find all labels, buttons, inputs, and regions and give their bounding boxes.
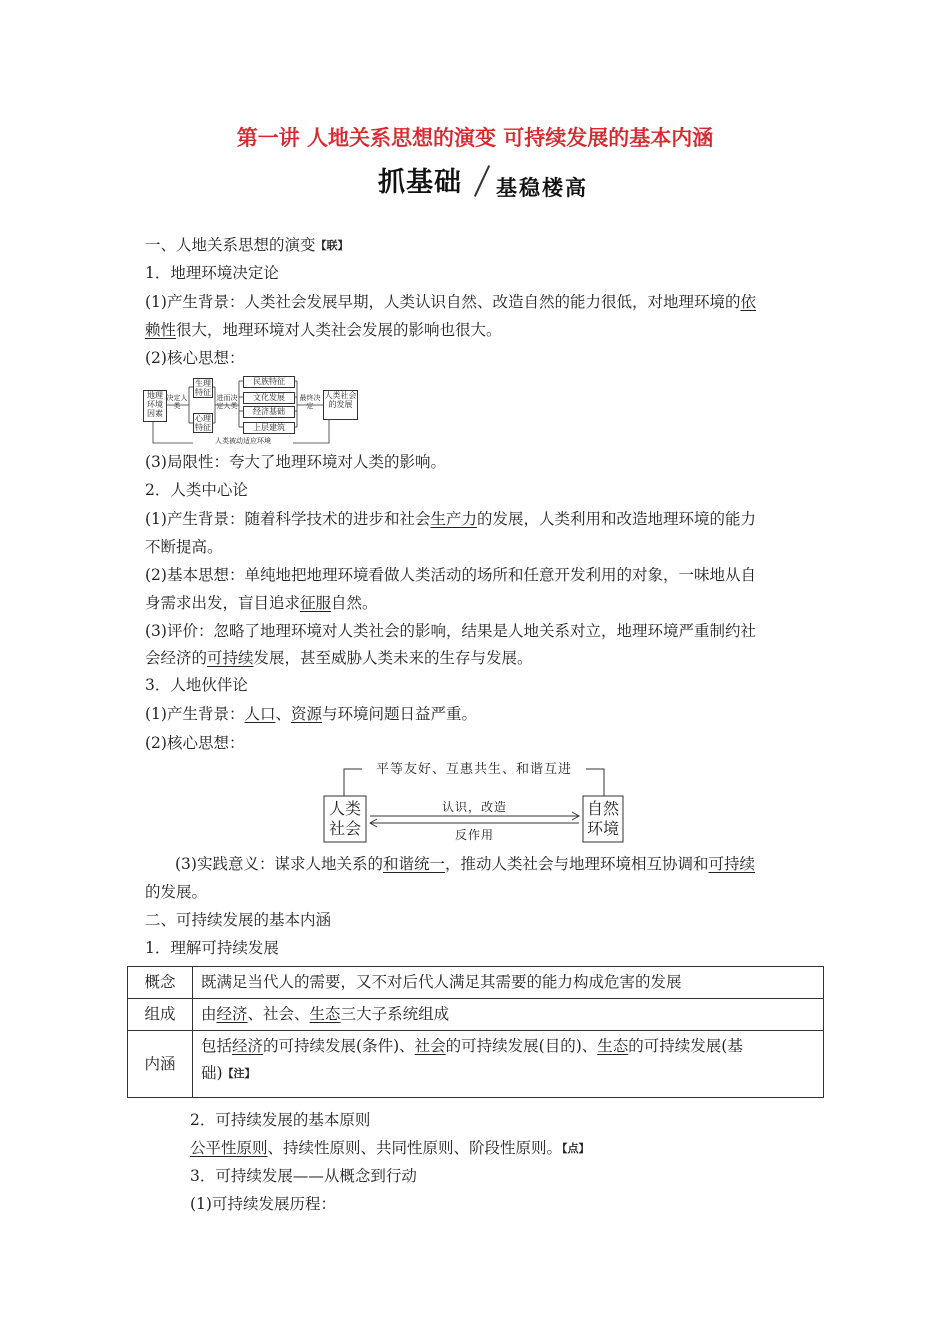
paragraph: (2)核心思想： xyxy=(145,349,245,367)
diagram-arrow-label: 最终决定 xyxy=(299,394,321,410)
tag-dian: 【点】 xyxy=(562,1142,590,1155)
paragraph: 身需求出发，盲目追求征服自然。 xyxy=(145,594,378,612)
subsection-title: 1．地理环境决定论 xyxy=(145,264,279,282)
table-row xyxy=(128,967,824,999)
paragraph: 会经济的可持续发展，甚至威胁人类未来的生存与发展。 xyxy=(145,649,533,667)
diagram-arrow-label: 决定人类 xyxy=(166,394,188,410)
paragraph: (1)产生背景：人口、资源与环境问题日益严重。 xyxy=(145,705,478,723)
subsection-title: 2．可持续发展的基本原则 xyxy=(190,1111,371,1129)
tag-lian: 【联】 xyxy=(315,239,349,252)
paragraph: (1)可持续发展历程： xyxy=(190,1195,336,1213)
paragraph: (2)基本思想：单纯地把地理环境看做人类活动的场所和任意开发利用的对象，一味地从自 xyxy=(145,566,756,584)
diagram-box: 上层建筑 xyxy=(243,422,295,434)
tag-zhu: 【注】 xyxy=(222,1067,256,1080)
banner-sub: 基稳楼高 xyxy=(496,176,588,200)
diagram-box: 民族特征 xyxy=(243,376,295,388)
paragraph: (3)局限性：夸大了地理环境对人类的影响。 xyxy=(145,453,446,471)
table-row xyxy=(128,1031,824,1098)
diagram-box: 地理环境因素 xyxy=(143,390,167,422)
page-title: 第一讲 人地关系思想的演变 可持续发展的基本内涵 xyxy=(236,126,714,150)
subsection-title: 3．可持续发展——从概念到行动 xyxy=(190,1167,417,1185)
paragraph: 不断提高。 xyxy=(145,538,223,556)
table-cell: 由经济、社会、生态三大子系统组成 xyxy=(193,999,824,1031)
paragraph: 公平性原则、持续性原则、共同性原则、阶段性原则。【点】 xyxy=(190,1139,590,1157)
diagram-feedback-label: 人类被动适应环境 xyxy=(193,437,293,445)
diagram-arrow-label: 进而决定人类 xyxy=(216,394,238,410)
section-2-heading: 二、可持续发展的基本内涵 xyxy=(145,911,332,929)
table-cell: 包括经济的可持续发展(条件)、社会的可持续发展(目的)、生态的可持续发展(基 础)【注】 xyxy=(193,1031,824,1098)
table-header-cell: 组成 xyxy=(128,999,193,1031)
sustainable-development-table xyxy=(127,966,824,1098)
paragraph: 的发展。 xyxy=(145,883,208,901)
paragraph: (1)产生背景：人类社会发展早期，人类认识自然、改造自然的能力很低，对地理环境的依 xyxy=(145,293,756,311)
subsection-title: 1．理解可持续发展 xyxy=(145,939,279,957)
diagram-box-human: 人类 社会 xyxy=(328,799,361,838)
table-header-cell: 内涵 xyxy=(128,1031,193,1098)
subsection-title: 3．人地伙伴论 xyxy=(145,676,248,694)
diagram-box: 心理特征 xyxy=(195,414,211,432)
paragraph: (3)实践意义：谋求人地关系的和谐统一，推动人类社会与地理环境相互协调和可持续 xyxy=(175,855,756,873)
banner-divider xyxy=(474,165,490,197)
banner-main: 抓基础 xyxy=(378,167,462,198)
table-cell: 既满足当代人的需要，又不对后代人满足其需要的能力构成危害的发展 xyxy=(193,967,824,999)
diagram-arrow-label: 认识，改造 xyxy=(441,800,507,814)
diagram-box: 文化发展 xyxy=(243,392,295,404)
diagram-arrow-label: 反作用 xyxy=(454,828,494,842)
diagram-box-nature: 自然 环境 xyxy=(586,799,619,838)
paragraph: (3)评价：忽略了地理环境对人类社会的影响，结果是人地关系对立，地理环境严重制约社 xyxy=(145,622,756,640)
table-header-cell: 概念 xyxy=(128,967,193,999)
diagram-box: 生理特征 xyxy=(195,379,211,397)
diagram-top-label: 平等友好、互惠共生、和谐互进 xyxy=(362,758,586,777)
paragraph: (1)产生背景：随着科学技术的进步和社会生产力的发展，人类利用和改造地理环境的能力 xyxy=(145,510,756,528)
diagram-box: 人类社会的发展 xyxy=(323,390,358,420)
paragraph: (2)核心思想： xyxy=(145,734,245,752)
table-row xyxy=(128,999,824,1031)
section-banner xyxy=(378,160,618,200)
section-1-heading: 一、人地关系思想的演变【联】 xyxy=(145,236,349,254)
partnership-diagram xyxy=(322,758,624,844)
diagram-box: 经济基础 xyxy=(243,406,295,418)
paragraph: 赖性很大，地理环境对人类社会发展的影响也很大。 xyxy=(145,321,502,339)
determinism-diagram xyxy=(143,375,358,447)
subsection-title: 2．人类中心论 xyxy=(145,481,248,499)
